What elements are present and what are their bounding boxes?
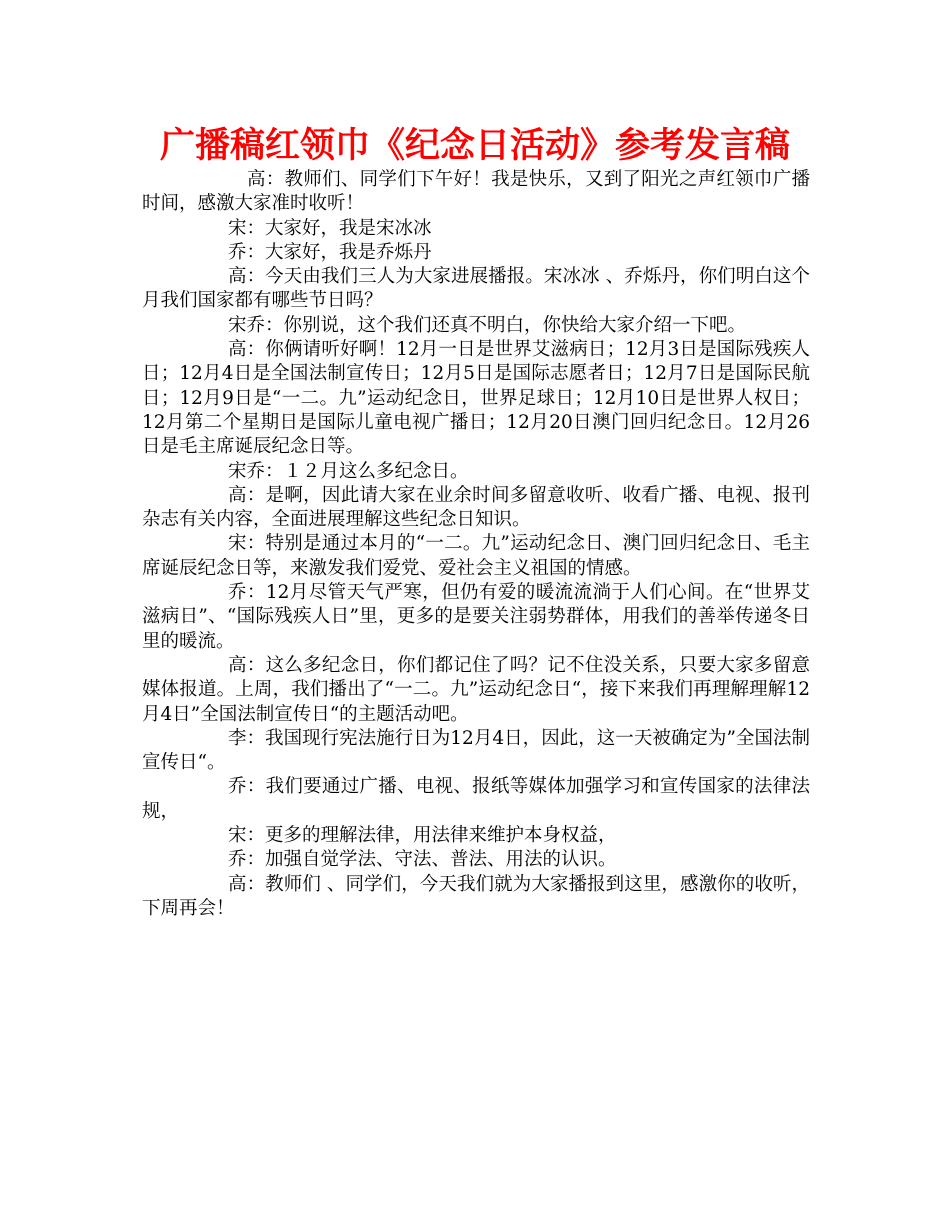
document-title: 广播稿红领巾《纪念日活动》参考发言稿: [159, 126, 790, 166]
paragraph: 宋：特别是通过本月的“一二。九”运动纪念日、澳门回归纪念日、毛主席诞辰纪念日等，来激发我们爱党、爱社会主义祖国的情感。: [142, 533, 810, 579]
paragraph: 高：今天由我们三人为大家进展播报。宋冰冰 、乔烁丹，你们明白这个月我们国家都有哪些节日吗？: [142, 266, 810, 312]
paragraph: 宋乔：你别说，这个我们还真不明白，你快给大家介绍一下吧。: [228, 314, 747, 336]
paragraph: 乔：12月尽管天气严寒，但仍有爱的暖流流淌于人们心间。在“世界艾滋病日”、“国际残疾人日”里，更多的是要关注弱势群体，用我们的善举传递冬日里的暖流。: [142, 582, 810, 652]
paragraph: 宋：大家好，我是宋冰冰: [228, 217, 432, 239]
paragraph: 高：是啊，因此请大家在业余时间多留意收听、收看广播、电视、报刊杂志有关内容，全面进展理解这些纪念日知识。: [142, 484, 810, 531]
paragraph: 宋乔：１２月这么多纪念日。: [228, 460, 469, 482]
paragraph: 乔：大家好，我是乔烁丹: [228, 241, 432, 263]
paragraph: 高：这么多纪念日，你们都记住了吗？记不住没关系，只要大家多留意媒体报道。上周，我们播出了“一二。九”运动纪念日“，接下来我们再理解理解12月4日”全国法制宣传日“的主题活动吧。: [142, 654, 810, 725]
paragraph: 高：教师们、同学们下午好！我是快乐，又到了阳光之声红领巾广播时间，感激大家准时收听！: [142, 169, 810, 215]
document-body: [142, 168, 810, 921]
paragraph: 乔：我们要通过广播、电视、报纸等媒体加强学习和宣传国家的法律法规，: [142, 776, 810, 822]
paragraph: 高：你俩请听好啊！12月一日是世界艾滋病日；12月3日是国际残疾人日；12月4日是全国法制宣传日；12月5日是国际志愿者日；12月7日是国际民航日；12月9日是“一二。九”运动纪念日，世界足球日；12月10日是世界人权日；12月第二个星期日是国际儿童电视广播日；12月20日澳门回归纪念日。12月26日是毛主席诞辰纪念日等。: [142, 339, 810, 458]
paragraph: 李：我国现行宪法施行日为12月4日，因此，这一天被确定为”全国法制宣传日“。: [142, 727, 810, 774]
paragraph: 宋：更多的理解法律，用法律来维护本身权益，: [228, 825, 617, 847]
paragraph: 乔：加强自觉学法、守法、普法、用法的认识。: [228, 849, 617, 871]
paragraph: 高：教师们 、同学们，今天我们就为大家播报到这里，感激你的收听，下周再会！: [142, 873, 810, 919]
